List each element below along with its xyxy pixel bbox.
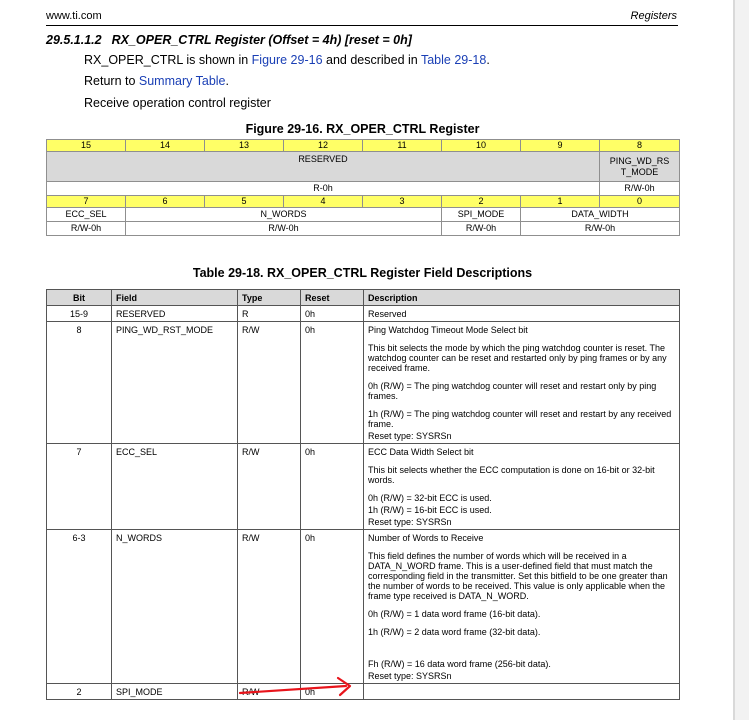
bit-number: 9 — [521, 140, 600, 152]
cell-bit: 8 — [47, 322, 112, 444]
desc-text: 1h (R/W) = The ping watchdog counter will reset and restart by any received frame. — [368, 409, 672, 429]
access-low — [47, 222, 680, 236]
cell-type: R/W — [238, 322, 301, 444]
summary-table-link[interactable]: Summary Table — [138, 74, 226, 88]
field-description-table — [46, 289, 680, 700]
section-number: 29.5.1.1.2 — [46, 33, 102, 47]
bit-numbers-high — [47, 140, 680, 152]
bit-number: 10 — [442, 140, 521, 152]
reserved-access: R-0h — [47, 182, 600, 196]
desc-text: ECC Data Width Select bit — [368, 447, 474, 457]
spi-access: R/W-0h — [442, 222, 521, 236]
fields-high — [47, 152, 680, 182]
bit-number: 14 — [126, 140, 205, 152]
column-header-field: Field — [112, 290, 238, 306]
register-description: Receive operation control register — [84, 96, 271, 110]
table-caption: Table 29-18. RX_OPER_CTRL Register Field Descriptions — [192, 266, 533, 280]
table-row — [47, 530, 680, 684]
desc-text: Reset type: SYSRSn — [368, 517, 452, 527]
intro-text: and described in — [322, 53, 421, 67]
ecc-access: R/W-0h — [47, 222, 126, 236]
desc-text: This field defines the number of words which will be received in a DATA_N_WORD frame. This is a user-defined field that must match the corresponding field in the transmitter. Set this bitfield to be one greater than the number of words to be received. This value is only applicable when the frame type received is DATA_N_WORD. — [368, 551, 668, 601]
intro-text: . — [486, 53, 490, 67]
cell-field: N_WORDS — [112, 530, 238, 684]
table-row — [47, 306, 680, 322]
n-words-access: R/W-0h — [126, 222, 442, 236]
fields-low — [47, 208, 680, 222]
table-row — [47, 322, 680, 444]
cell-type: R/W — [238, 530, 301, 684]
cell-type: R — [238, 306, 301, 322]
bit-number: 15 — [47, 140, 126, 152]
ping-wd-rst-mode-field: PING_WD_RS T_MODE — [600, 152, 680, 182]
bit-number: 3 — [363, 196, 442, 208]
cell-bit: 7 — [47, 444, 112, 530]
bit-number: 5 — [205, 196, 284, 208]
cell-reset: 0h — [301, 530, 364, 684]
desc-text: Reserved — [368, 309, 407, 319]
bit-number: 0 — [600, 196, 680, 208]
ecc-sel-field: ECC_SEL — [47, 208, 126, 222]
cell-bit: 15-9 — [47, 306, 112, 322]
spi-mode-field: SPI_MODE — [442, 208, 521, 222]
desc-text: This bit selects the mode by which the ping watchdog counter is reset. The watchdog counter can be reset and restarted only by ping frames or by any received frame. — [368, 343, 667, 373]
intro-line-1 — [84, 53, 490, 67]
table-link[interactable]: Table 29-18 — [420, 53, 487, 67]
red-arrow-annotation — [238, 674, 358, 700]
bit-number: 11 — [363, 140, 442, 152]
cell-description — [364, 322, 680, 444]
cell-field: SPI_MODE — [112, 684, 238, 700]
n-words-field: N_WORDS — [126, 208, 442, 222]
window-edge — [733, 0, 749, 720]
intro-text: . — [225, 74, 229, 88]
column-header-description: Description — [364, 290, 680, 306]
desc-text: Number of Words to Receive — [368, 533, 484, 543]
desc-text: 1h (R/W) = 16-bit ECC is used. — [368, 505, 492, 515]
site-header[interactable]: www.ti.com — [46, 10, 102, 22]
bit-number: 13 — [205, 140, 284, 152]
column-header-type: Type — [238, 290, 301, 306]
bit-number: 4 — [284, 196, 363, 208]
cell-type: R/W — [238, 684, 301, 700]
cell-bit: 2 — [47, 684, 112, 700]
cell-description — [364, 530, 680, 684]
cell-field: ECC_SEL — [112, 444, 238, 530]
desc-text: Fh (R/W) = 16 data word frame (256-bit data). — [368, 659, 551, 669]
bit-number: 7 — [47, 196, 126, 208]
bit-number: 2 — [442, 196, 521, 208]
cell-reset: 0h — [301, 322, 364, 444]
register-figure — [46, 139, 680, 236]
section-heading: RX_OPER_CTRL Register (Offset = 4h) [reset = 0h] — [111, 33, 412, 47]
bit-number: 8 — [600, 140, 680, 152]
desc-text: 0h (R/W) = The ping watchdog counter will reset and restart only by ping frames. — [368, 381, 657, 401]
ping-access: R/W-0h — [600, 182, 680, 196]
figure-caption: Figure 29-16. RX_OPER_CTRL Register — [245, 122, 480, 136]
column-header-bit: Bit — [47, 290, 112, 306]
access-high — [47, 182, 680, 196]
intro-line-2 — [84, 74, 229, 88]
section-header: Registers — [630, 10, 677, 22]
table-row — [47, 444, 680, 530]
cell-description — [364, 444, 680, 530]
header-rule — [46, 25, 678, 26]
desc-text: Reset type: SYSRSn — [368, 431, 452, 441]
cell-reset: 0h — [301, 444, 364, 530]
cell-description — [364, 684, 680, 700]
cell-field: RESERVED — [112, 306, 238, 322]
cell-description — [364, 306, 680, 322]
cell-type: R/W — [238, 444, 301, 530]
desc-text: 0h (R/W) = 1 data word frame (16-bit data). — [368, 609, 541, 619]
bit-numbers-low — [47, 196, 680, 208]
reserved-field: RESERVED — [47, 152, 600, 182]
cell-field: PING_WD_RST_MODE — [112, 322, 238, 444]
cell-reset: 0h — [301, 684, 364, 700]
bit-number: 1 — [521, 196, 600, 208]
desc-text: 0h (R/W) = 32-bit ECC is used. — [368, 493, 492, 503]
data-width-field: DATA_WIDTH — [521, 208, 680, 222]
column-header-reset: Reset — [301, 290, 364, 306]
cell-bit: 6-3 — [47, 530, 112, 684]
table-row — [47, 684, 680, 700]
cell-reset: 0h — [301, 306, 364, 322]
bit-number: 6 — [126, 196, 205, 208]
arrow-shaft — [240, 686, 346, 693]
intro-text: RX_OPER_CTRL is shown in — [84, 53, 252, 67]
table-header-row — [47, 290, 680, 306]
desc-text: This bit selects whether the ECC computation is done on 16-bit or 32-bit words. — [368, 465, 655, 485]
figure-link[interactable]: Figure 29-16 — [251, 53, 323, 67]
desc-text: Ping Watchdog Timeout Mode Select bit — [368, 325, 528, 335]
desc-text: Reset type: SYSRSn — [368, 671, 452, 681]
desc-text: 1h (R/W) = 2 data word frame (32-bit data). — [368, 627, 541, 637]
bit-number: 12 — [284, 140, 363, 152]
intro-text: Return to — [84, 74, 139, 88]
data-width-access: R/W-0h — [521, 222, 680, 236]
section-title — [46, 33, 412, 47]
